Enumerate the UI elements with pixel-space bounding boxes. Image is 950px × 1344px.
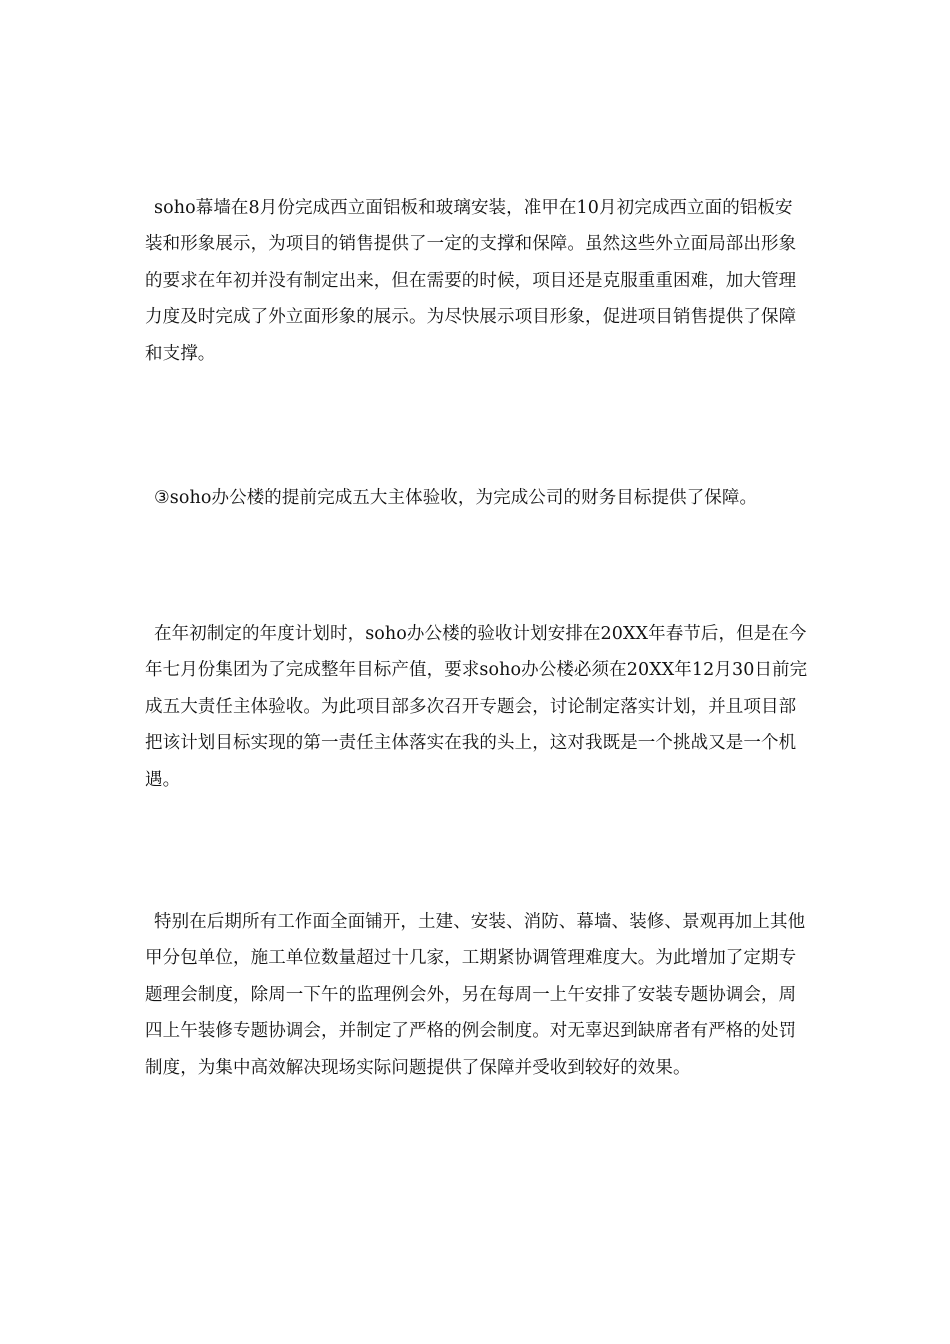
paragraph-coordination-meetings: 特别在后期所有工作面全面铺开，土建、安装、消防、幕墙、装修、景观再加上其他甲分包单位，施工单位数量超过十几家，工期紧协调管理难度大。为此增加了定期专题理会制度，除周一下午的监理例会外，另在每周一上午安排了安装专题协调会，周四上午装修专题协调会，并制定了严格的例会制度。对无辜迟到缺席者有严格的处罚制度，为集中高效解决现场实际问题提供了保障并受收到较好的效果。: [145, 912, 806, 1078]
paragraph-acceptance-plan: 在年初制定的年度计划时，soho办公楼的验收计划安排在20XX年春节后，但是在今年七月份集团为了完成整年目标产值，要求soho办公楼必须在20XX年12月30日前完成五大责任主体验收。为此项目部多次召开专题会，讨论制定落实计划，并且项目部把该计划目标实现的第一责任主体落实在我的头上，这对我既是一个挑战又是一个机遇。: [145, 624, 808, 790]
paragraph-facade-progress: soho幕墙在8月份完成西立面铝板和玻璃安装，准甲在10月初完成西立面的铝板安装和形象展示，为项目的销售提供了一定的支撑和保障。虽然这些外立面局部出形象的要求在年初并没有制定出来，但在需要的时候，项目还是克服重重困难，加大管理力度及时完成了外立面形象的展示。为尽快展示项目形象，促进项目销售提供了保障和支撑。: [145, 198, 797, 364]
paragraph-acceptance-heading: ③soho办公楼的提前完成五大主体验收，为完成公司的财务目标提供了保障。: [154, 488, 758, 508]
